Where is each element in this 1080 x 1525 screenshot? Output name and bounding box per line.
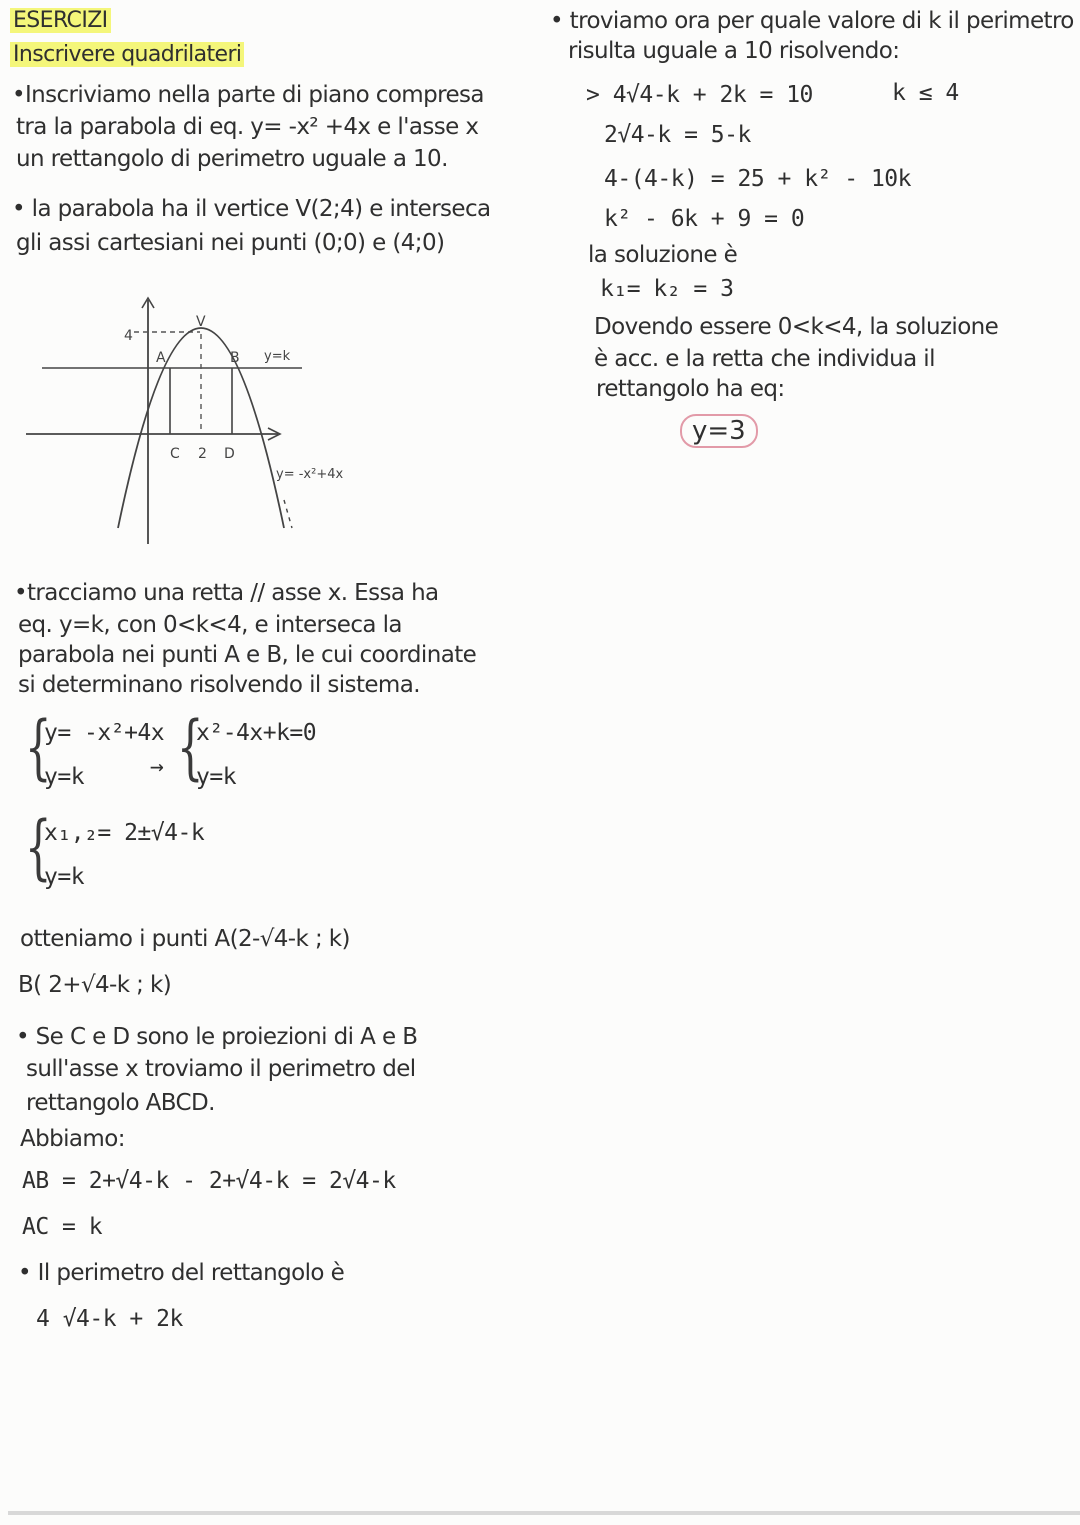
- perimeter-line: • Il perimetro del rettangolo è: [18, 1260, 345, 1286]
- trace-line-1: •tracciamo una retta // asse x. Essa ha: [14, 580, 439, 606]
- vertex-line-1: • la parabola ha il vertice V(2;4) e interseca: [12, 196, 491, 222]
- equation-2: 2√4-k = 5-k: [604, 122, 751, 148]
- right-intro-line-1: • troviamo ora per quale valore di k il perimetro: [550, 8, 1074, 34]
- points-line-1: otteniamo i punti A(2-√4-k ; k): [20, 926, 350, 952]
- solution-label: la soluzione è: [588, 242, 738, 268]
- label-4: 4: [124, 328, 133, 344]
- condition: k ≤ 4: [892, 80, 959, 106]
- system-1-arrow: →: [150, 754, 164, 780]
- system-1-result-2: y=k: [196, 764, 237, 790]
- exercise-subheader-text: Inscrivere quadrilateri: [10, 42, 244, 67]
- equation-4: k² - 6k + 9 = 0: [604, 206, 805, 232]
- points-line-2: B( 2+√4-k ; k): [18, 972, 172, 998]
- label-vertex: V: [196, 314, 206, 330]
- system-1-result-1: x²-4x+k=0: [196, 720, 317, 746]
- segment-ab: AB = 2+√4-k - 2+√4-k = 2√4-k: [22, 1168, 396, 1194]
- projection-line-3: rettangolo ABCD.: [26, 1090, 215, 1116]
- label-d: D: [224, 446, 235, 462]
- label-a: A: [156, 350, 166, 366]
- final-answer: y=3: [680, 414, 758, 448]
- trace-line-3: parabola nei punti A e B, le cui coordinate: [18, 642, 477, 668]
- exercise-header-text: ESERCIZI: [10, 8, 111, 33]
- label-2: 2: [198, 446, 207, 462]
- label-b: B: [230, 350, 240, 366]
- trace-line-2: eq. y=k, con 0<k<4, e interseca la: [18, 612, 402, 638]
- label-c: C: [170, 446, 180, 462]
- label-y-equals-k: y=k: [264, 349, 291, 364]
- system-1-eq-2: y=k: [44, 764, 85, 790]
- conclusion-line-1: Dovendo essere 0<k<4, la soluzione: [594, 314, 999, 340]
- projection-line-1: • Se C e D sono le proiezioni di A e B: [16, 1024, 418, 1050]
- perimeter-expression: 4 √4-k + 2k: [36, 1306, 183, 1332]
- system-2-eq-1: x₁,₂= 2±√4-k: [44, 820, 205, 846]
- trace-line-4: si determinano risolvendo il sistema.: [18, 672, 420, 698]
- system-2-brace: {: [24, 806, 52, 888]
- segment-ac: AC = k: [22, 1214, 103, 1240]
- label-parabola-equation: y= -x²+4x: [276, 467, 344, 482]
- projection-line-4: Abbiamo:: [20, 1126, 125, 1152]
- vertex-line-2: gli assi cartesiani nei punti (0;0) e (4;0): [16, 230, 445, 256]
- system-1-eq-1: y= -x²+4x: [44, 720, 165, 746]
- system-1-brace-left: {: [24, 706, 52, 788]
- exercise-subheader: [10, 40, 244, 70]
- system-2-eq-2: y=k: [44, 864, 85, 890]
- conclusion-line-2: è acc. e la retta che individua il: [594, 346, 935, 372]
- exercise-header: [10, 6, 111, 36]
- system-1-brace-right: {: [176, 706, 204, 788]
- intro-line-2: tra la parabola di eq. y= -x² +4x e l'asse x: [16, 114, 479, 140]
- parabola-dashed-tail: [284, 500, 292, 528]
- projection-line-2: sull'asse x troviamo il perimetro del: [26, 1056, 416, 1082]
- parabola-graph: [20, 288, 420, 548]
- equation-3: 4-(4-k) = 25 + k² - 10k: [604, 166, 911, 192]
- intro-line-3: un rettangolo di perimetro uguale a 10.: [16, 146, 448, 172]
- intro-line-1: •Inscriviamo nella parte di piano compresa: [12, 82, 484, 108]
- right-intro-line-2: risulta uguale a 10 risolvendo:: [568, 38, 900, 64]
- equation-1: > 4√4-k + 2k = 10: [586, 82, 813, 108]
- conclusion-line-3: rettangolo ha eq:: [596, 376, 785, 402]
- solution-value: k₁= k₂ = 3: [600, 276, 734, 302]
